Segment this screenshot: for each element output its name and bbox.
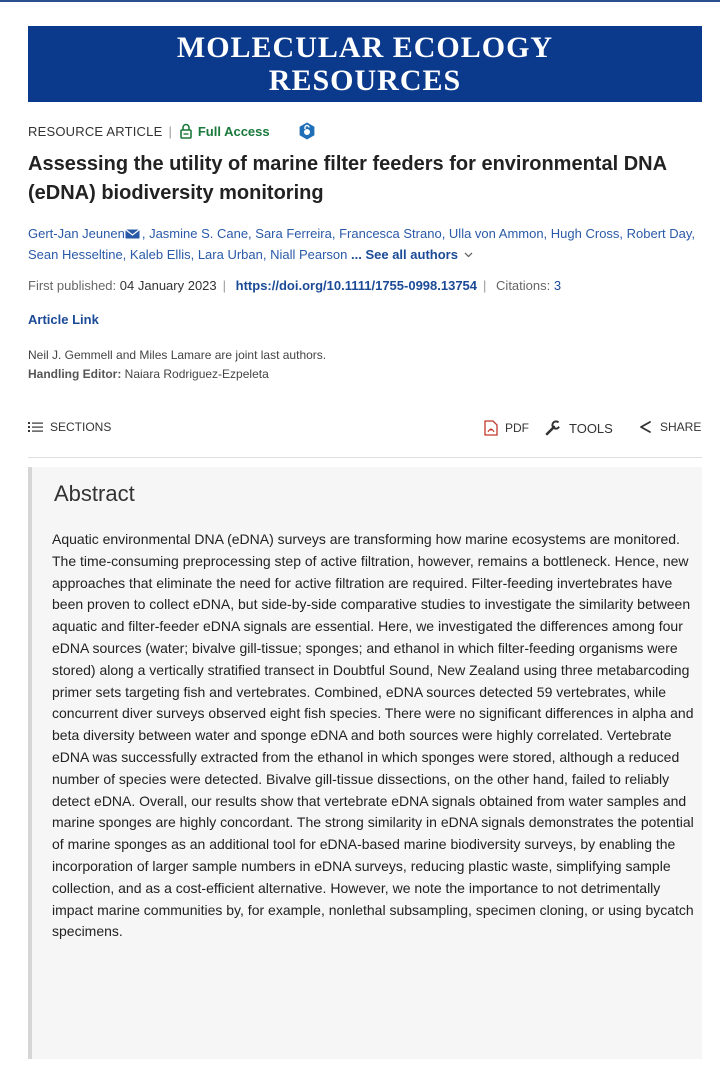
pdf-button[interactable] <box>484 420 529 436</box>
chevron-down-icon[interactable] <box>464 244 473 250</box>
sections-label: SECTIONS <box>50 420 112 434</box>
tools-button[interactable] <box>544 420 613 436</box>
article-type: RESOURCE ARTICLE <box>28 123 163 139</box>
abstract-heading: Abstract <box>54 481 135 506</box>
publication-date: 04 January 2023 <box>119 278 217 293</box>
handling-editor-name: Naiara Rodriguez-Ezpeleta <box>124 367 269 381</box>
article-title: Assessing the utility of marine filter feeders for environmental DNA (eDNA) biodiversity monitoring <box>28 153 667 204</box>
share-button[interactable] <box>638 420 701 434</box>
first-published-label: First published: <box>28 278 117 293</box>
share-icon <box>638 420 653 434</box>
tools-label: TOOLS <box>569 420 613 436</box>
list-icon <box>28 421 43 433</box>
lock-icon <box>179 123 193 139</box>
journal-title-line-1: MOLECULAR ECOLOGY <box>176 31 554 64</box>
handling-editor-label: Handling Editor: <box>28 367 122 381</box>
doi-link[interactable]: https://doi.org/10.1111/1755-0998.13754 <box>235 278 478 293</box>
journal-banner[interactable] <box>28 26 702 102</box>
pdf-icon <box>484 420 498 436</box>
open-access-icon <box>298 122 316 140</box>
abstract-text: Aquatic environmental DNA (eDNA) surveys are transforming how marine ecosystems are monitored. The time-consuming preprocessing step of active filtration, however, remains a bottleneck. Hence, new approaches that eliminate the need for active filtration are required. Filter-feeding invertebrates have been proven to collect eDNA, but side-by-side comparative studies to investigate the similarity between aquatic and filter-feeder eDNA signals are essential. Here, we investigated the differences among four eDNA sources (water; bivalve gill-tissue; sponges; and ethanol in which filter-feeding organisms were stored) along a vertically stratified transect in Doubtful Sound, New Zealand using three metabarcoding primer sets targeting fish and vertebrates. Combined, eDNA sources detected 59 vertebrates, while concurrent diver surveys observed eight fish species. There were no significant differences in alpha and beta diversity between water and sponge eDNA and both sources were highly correlated. Vertebrate eDNA was successfully extracted from the ethanol in which sponges were stored, although a reduced number of species were detected. Bivalve gill-tissue dissections, on the other hand, failed to reliably detect eDNA. Overall, our results show that vertebrate eDNA signals obtained from water samples and marine sponges are highly concordant. The strong similarity in eDNA signals demonstrates the potential of marine sponges as an additional tool for eDNA-based marine biodiversity surveys, by enabling the incorporation of larger sample numbers in eDNA surveys, reducing plastic waste, simplifying sample collection, and as a cost-efficient alternative. However, we note the importance to not detrimentally impact marine communities by, for example, nonlethal subsampling, specimen cloning, or using bycatch specimens. <box>52 531 694 940</box>
author-notes <box>28 346 326 384</box>
abstract-section <box>28 467 702 1059</box>
author-rest[interactable]: , Jasmine S. Cane, Sara Ferreira, Francesca Strano, Ulla von Ammon, Hugh Cross, Robert Day, Sean Hesseltine, Kaleb Ellis, Lara Urban, Niall Pearson <box>28 226 696 262</box>
journal-title-line-2: RESOURCES <box>268 64 462 97</box>
article-meta-row <box>28 121 316 141</box>
meta-separator: | <box>168 123 172 139</box>
pdf-label: PDF <box>505 421 529 435</box>
wrench-icon <box>544 420 562 436</box>
full-access-label[interactable]: Full Access <box>197 123 270 139</box>
author-list <box>28 224 698 265</box>
mail-icon[interactable] <box>125 225 140 235</box>
see-all-authors-link[interactable]: ... See all authors <box>351 247 458 262</box>
sections-button[interactable] <box>28 420 111 434</box>
article-toolbar <box>28 420 702 440</box>
citations-label: Citations: <box>496 278 551 293</box>
joint-authors-note: Neil J. Gemmell and Miles Lamare are joint last authors. <box>28 348 327 362</box>
handling-editor-row <box>28 365 326 384</box>
publication-info-row: First published: 04 January 2023 | https://doi.org/10.1111/1755-0998.13754 | Citations: 3 <box>28 278 562 293</box>
toolbar-divider <box>28 457 702 458</box>
article-link[interactable]: Article Link <box>28 312 99 327</box>
citations-count[interactable]: 3 <box>553 278 562 293</box>
top-accent-line <box>0 0 720 2</box>
author-first[interactable]: Gert-Jan Jeunen <box>28 226 125 241</box>
share-label: SHARE <box>660 420 702 434</box>
